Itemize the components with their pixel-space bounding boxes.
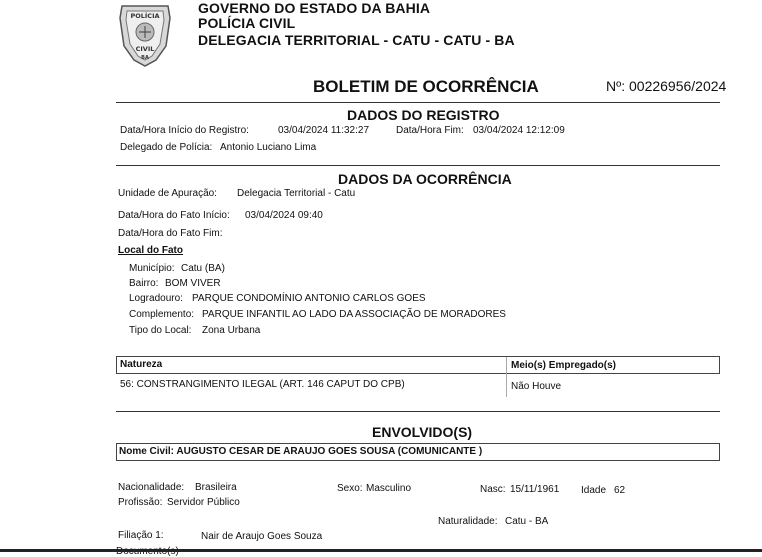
meio-row-value: Não Houve xyxy=(511,381,562,392)
complemento-value: PARQUE INFANTIL AO LADO DA ASSOCIAÇÃO DE MORADORES xyxy=(202,309,506,320)
section-envolvidos-heading: ENVOLVIDO(S) xyxy=(372,424,473,440)
sexo-label: Sexo: xyxy=(337,483,363,494)
sexo-value: Masculino xyxy=(366,483,412,494)
local-fato-heading: Local do Fato xyxy=(118,245,183,256)
badge-top-text: POLÍCIA xyxy=(130,12,160,20)
delegado-label: Delegado de Polícia: xyxy=(120,142,213,153)
badge-state-text: BA xyxy=(141,55,149,61)
fato-fim-label: Data/Hora do Fato Fim: xyxy=(118,228,223,239)
profissao-label: Profissão: xyxy=(118,497,163,508)
nacionalidade-value: Brasileira xyxy=(195,482,237,493)
registro-fim-label: Data/Hora Fim: xyxy=(396,125,464,136)
profissao-value: Servidor Público xyxy=(167,497,240,508)
natureza-row-value: 56: CONSTRANGIMENTO ILEGAL (ART. 146 CAPUT DO CPB) xyxy=(120,379,405,390)
unidade-label: Unidade de Apuração: xyxy=(118,188,217,199)
natureza-table-header xyxy=(116,356,720,374)
registro-inicio-value: 03/04/2024 11:32:27 xyxy=(278,125,370,136)
bairro-label: Bairro: xyxy=(129,278,159,289)
complemento-label: Complemento: xyxy=(129,309,195,320)
meio-column-header: Meio(s) Empregado(s) xyxy=(511,360,617,371)
badge-bottom-text: CIVIL xyxy=(135,45,155,53)
fato-inicio-label: Data/Hora do Fato Início: xyxy=(118,210,230,221)
logradouro-label: Logradouro: xyxy=(129,293,183,304)
divider xyxy=(116,165,720,166)
nasc-value: 15/11/1961 xyxy=(510,484,560,495)
delegado-value: Antonio Luciano Lima xyxy=(220,142,317,153)
municipio-value: Catu (BA) xyxy=(181,263,225,274)
municipio-label: Município: xyxy=(129,263,175,274)
header-agency: POLÍCIA CIVIL xyxy=(198,15,296,31)
table-column-divider xyxy=(506,357,507,397)
registro-fim-value: 03/04/2024 12:12:09 xyxy=(473,125,565,136)
logradouro-value: PARQUE CONDOMÍNIO ANTONIO CARLOS GOES xyxy=(192,293,426,304)
filiacao-value: Nair de Araujo Goes Souza xyxy=(201,531,323,542)
naturalidade-value: Catu - BA xyxy=(505,516,549,527)
idade-label: Idade xyxy=(581,485,607,496)
tipo-local-value: Zona Urbana xyxy=(202,325,261,336)
document-title: BOLETIM DE OCORRÊNCIA xyxy=(313,77,539,96)
header-precinct: DELEGACIA TERRITORIAL - CATU - CATU - BA xyxy=(198,32,515,48)
section-registro-heading: DADOS DO REGISTRO xyxy=(347,107,500,123)
tipo-local-label: Tipo do Local: xyxy=(129,325,192,336)
unidade-value: Delegacia Territorial - Catu xyxy=(237,188,356,199)
fato-inicio-value: 03/04/2024 09:40 xyxy=(245,210,323,221)
document-number: Nº: 00226956/2024 xyxy=(606,78,727,94)
filiacao-label: Filiação 1: xyxy=(118,530,164,541)
police-badge-logo xyxy=(116,2,174,68)
nasc-label: Nasc: xyxy=(480,484,506,495)
natureza-column-header: Natureza xyxy=(120,359,163,370)
idade-value: 62 xyxy=(614,485,626,496)
registro-inicio-label: Data/Hora Início do Registro: xyxy=(120,125,249,136)
divider xyxy=(116,411,720,412)
divider xyxy=(116,102,720,103)
header-government: GOVERNO DO ESTADO DA BAHIA xyxy=(198,0,431,16)
nacionalidade-label: Nacionalidade: xyxy=(118,482,185,493)
bairro-value: BOM VIVER xyxy=(165,278,221,289)
nome-civil: Nome Civil: AUGUSTO CESAR DE ARAUJO GOES SOUSA (COMUNICANTE ) xyxy=(119,446,483,457)
naturalidade-label: Naturalidade: xyxy=(438,516,498,527)
section-ocorrencia-heading: DADOS DA OCORRÊNCIA xyxy=(338,171,512,187)
